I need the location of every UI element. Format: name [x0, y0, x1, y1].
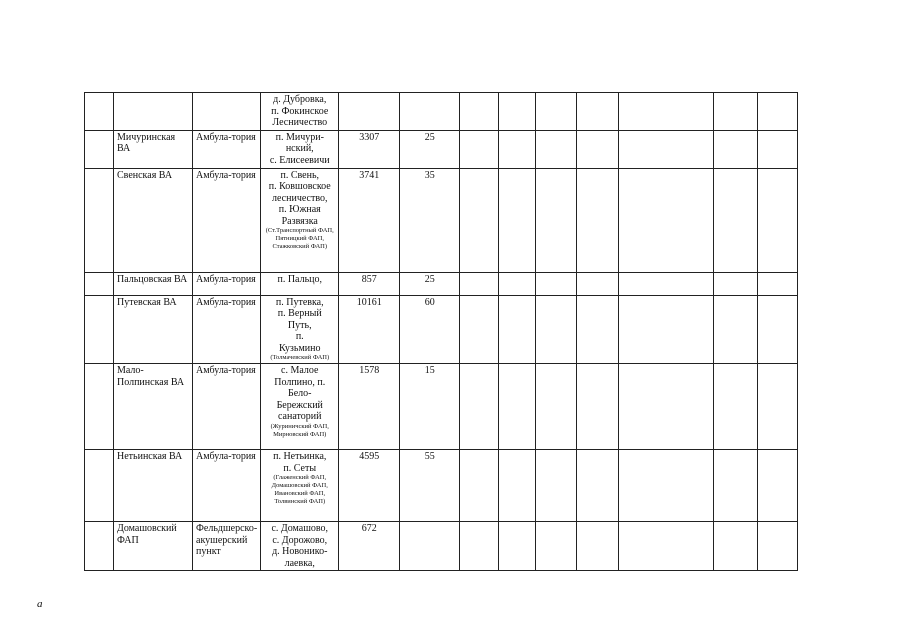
empty-cell — [714, 364, 758, 450]
empty-cell — [536, 168, 577, 272]
empty-cell — [499, 168, 536, 272]
empty-cell — [499, 272, 536, 295]
empty-cell — [714, 93, 758, 131]
empty-cell — [619, 168, 714, 272]
location-line: Бережский — [276, 399, 323, 411]
institution-type: Амбула-тория — [193, 130, 261, 168]
served-locations — [261, 93, 339, 131]
institutions-table — [84, 92, 798, 571]
population-cell: 857 — [339, 272, 400, 295]
empty-cell — [460, 522, 499, 571]
empty-cell — [758, 364, 798, 450]
location-line: с. Дорожово, — [272, 534, 328, 546]
empty-cell — [460, 93, 499, 131]
empty-cell — [758, 295, 798, 364]
empty-cell — [714, 168, 758, 272]
empty-cell — [758, 522, 798, 571]
empty-cell — [758, 168, 798, 272]
empty-cell — [714, 272, 758, 295]
empty-cell — [460, 295, 499, 364]
institution-name: Путевская ВА — [114, 295, 193, 364]
served-locations — [261, 522, 339, 571]
location-line: Лесничество — [272, 117, 328, 128]
institution-type: Амбула-тория — [193, 272, 261, 295]
location-line: лаевка, — [284, 557, 315, 569]
institution-type: Амбула-тория — [193, 168, 261, 272]
empty-cell — [577, 522, 619, 571]
empty-cell — [758, 130, 798, 168]
population-cell: 4595 — [339, 450, 400, 522]
empty-cell — [619, 522, 714, 571]
location-line: Полпино, п. — [274, 376, 326, 388]
empty-cell — [536, 295, 577, 364]
location-line: д. Новонико- — [272, 546, 328, 557]
table-row — [85, 272, 798, 295]
location-line: Бело- — [287, 388, 312, 399]
location-line: п. Фокинское — [271, 105, 329, 117]
empty-cell — [619, 130, 714, 168]
staff-cell: 60 — [400, 295, 460, 364]
empty-cell — [460, 168, 499, 272]
table-row — [85, 522, 798, 571]
population-cell — [339, 93, 400, 131]
empty-cell — [460, 364, 499, 450]
subordinate-fap-note: (Толмачевский ФАП) — [270, 354, 330, 361]
empty-cell — [577, 364, 619, 450]
staff-cell: 25 — [400, 272, 460, 295]
table-row — [85, 168, 798, 272]
empty-cell — [577, 168, 619, 272]
empty-cell — [499, 522, 536, 571]
served-locations — [261, 295, 339, 364]
location-line: п. Свень, — [280, 169, 320, 181]
empty-cell — [714, 295, 758, 364]
institution-type: Фельдшерско-акушерский пункт — [193, 522, 261, 571]
institution-name: Мичуринская ВА — [114, 130, 193, 168]
index-cell — [85, 168, 114, 272]
table-row — [85, 93, 798, 131]
institution-name — [114, 93, 193, 131]
empty-cell — [577, 450, 619, 522]
population-cell: 10161 — [339, 295, 400, 364]
location-line: с. Домашово, — [271, 523, 329, 534]
served-locations — [261, 168, 339, 272]
empty-cell — [536, 522, 577, 571]
empty-cell — [577, 272, 619, 295]
empty-cell — [499, 450, 536, 522]
empty-cell — [536, 130, 577, 168]
subordinate-fap-note: (Глаженский ФАП, Домашовский ФАП, Ивановский ФАП, Толвинский ФАП) — [271, 474, 328, 505]
index-cell — [85, 272, 114, 295]
location-line: п. Верный — [277, 308, 322, 319]
empty-cell — [619, 272, 714, 295]
table-row — [85, 130, 798, 168]
empty-cell — [619, 364, 714, 450]
location-line: с. Малое — [281, 365, 319, 376]
index-cell — [85, 130, 114, 168]
index-cell — [85, 450, 114, 522]
location-line: Развязка — [281, 215, 318, 227]
empty-cell — [499, 93, 536, 131]
empty-cell — [619, 93, 714, 131]
served-locations — [261, 450, 339, 522]
location-line: п. Южная — [278, 204, 321, 215]
institution-name: Пальцовская ВА — [114, 272, 193, 295]
location-line: нский, — [285, 143, 314, 154]
served-locations — [261, 364, 339, 450]
subordinate-fap-note: (Ст.Транспортный ФАП, Пятницкий ФАП, Стажковский ФАП) — [265, 227, 334, 250]
population-cell: 3307 — [339, 130, 400, 168]
empty-cell — [714, 450, 758, 522]
table-row — [85, 450, 798, 522]
table-body — [85, 93, 798, 571]
staff-cell — [400, 522, 460, 571]
staff-cell: 25 — [400, 130, 460, 168]
staff-cell: 15 — [400, 364, 460, 450]
empty-cell — [619, 295, 714, 364]
index-cell — [85, 295, 114, 364]
empty-cell — [536, 272, 577, 295]
population-cell: 3741 — [339, 168, 400, 272]
index-cell — [85, 364, 114, 450]
location-line: Кузьмино — [279, 342, 321, 354]
staff-cell — [400, 93, 460, 131]
location-line: п. Ковшовское — [268, 181, 331, 192]
location-line: п. — [295, 331, 304, 342]
empty-cell — [536, 93, 577, 131]
empty-cell — [460, 450, 499, 522]
empty-cell — [577, 130, 619, 168]
institution-type: Амбула-тория — [193, 295, 261, 364]
location-line: д. Дубровка, — [273, 94, 327, 105]
institution-type — [193, 93, 261, 131]
location-line: п. Мичури- — [275, 131, 324, 143]
table-row — [85, 364, 798, 450]
served-locations — [261, 272, 339, 295]
empty-cell — [758, 93, 798, 131]
location-line: п. Пальцо, — [277, 273, 322, 285]
empty-cell — [758, 272, 798, 295]
institution-name: Нетьинская ВА — [114, 450, 193, 522]
empty-cell — [499, 295, 536, 364]
staff-cell: 55 — [400, 450, 460, 522]
empty-cell — [536, 450, 577, 522]
population-cell: 1578 — [339, 364, 400, 450]
location-line: санаторий — [278, 411, 322, 422]
page-mark: a — [37, 598, 43, 610]
empty-cell — [460, 130, 499, 168]
table-row — [85, 295, 798, 364]
served-locations — [261, 130, 339, 168]
subordinate-fap-note: (Журиничский ФАП, Мирновский ФАП) — [270, 422, 329, 438]
location-line: п. Нетьинка, — [273, 451, 327, 462]
index-cell — [85, 522, 114, 571]
location-line: с. Елисеевичи — [269, 154, 330, 166]
location-line: Путь, — [287, 319, 312, 331]
location-line: п. Сеты — [283, 462, 317, 474]
empty-cell — [536, 364, 577, 450]
empty-cell — [499, 364, 536, 450]
empty-cell — [758, 450, 798, 522]
empty-cell — [714, 130, 758, 168]
empty-cell — [714, 522, 758, 571]
location-line: лесничество, — [272, 192, 328, 204]
empty-cell — [577, 295, 619, 364]
institution-type: Амбула-тория — [193, 450, 261, 522]
institution-type: Амбула-тория — [193, 364, 261, 450]
staff-cell: 35 — [400, 168, 460, 272]
empty-cell — [460, 272, 499, 295]
index-cell — [85, 93, 114, 131]
empty-cell — [577, 93, 619, 131]
institution-name: Свенская ВА — [114, 168, 193, 272]
population-cell: 672 — [339, 522, 400, 571]
location-line: п. Путевка, — [275, 296, 324, 308]
empty-cell — [499, 130, 536, 168]
institution-name: Мало-Полпинская ВА — [114, 364, 193, 450]
empty-cell — [619, 450, 714, 522]
institution-name: Домашовский ФАП — [114, 522, 193, 571]
